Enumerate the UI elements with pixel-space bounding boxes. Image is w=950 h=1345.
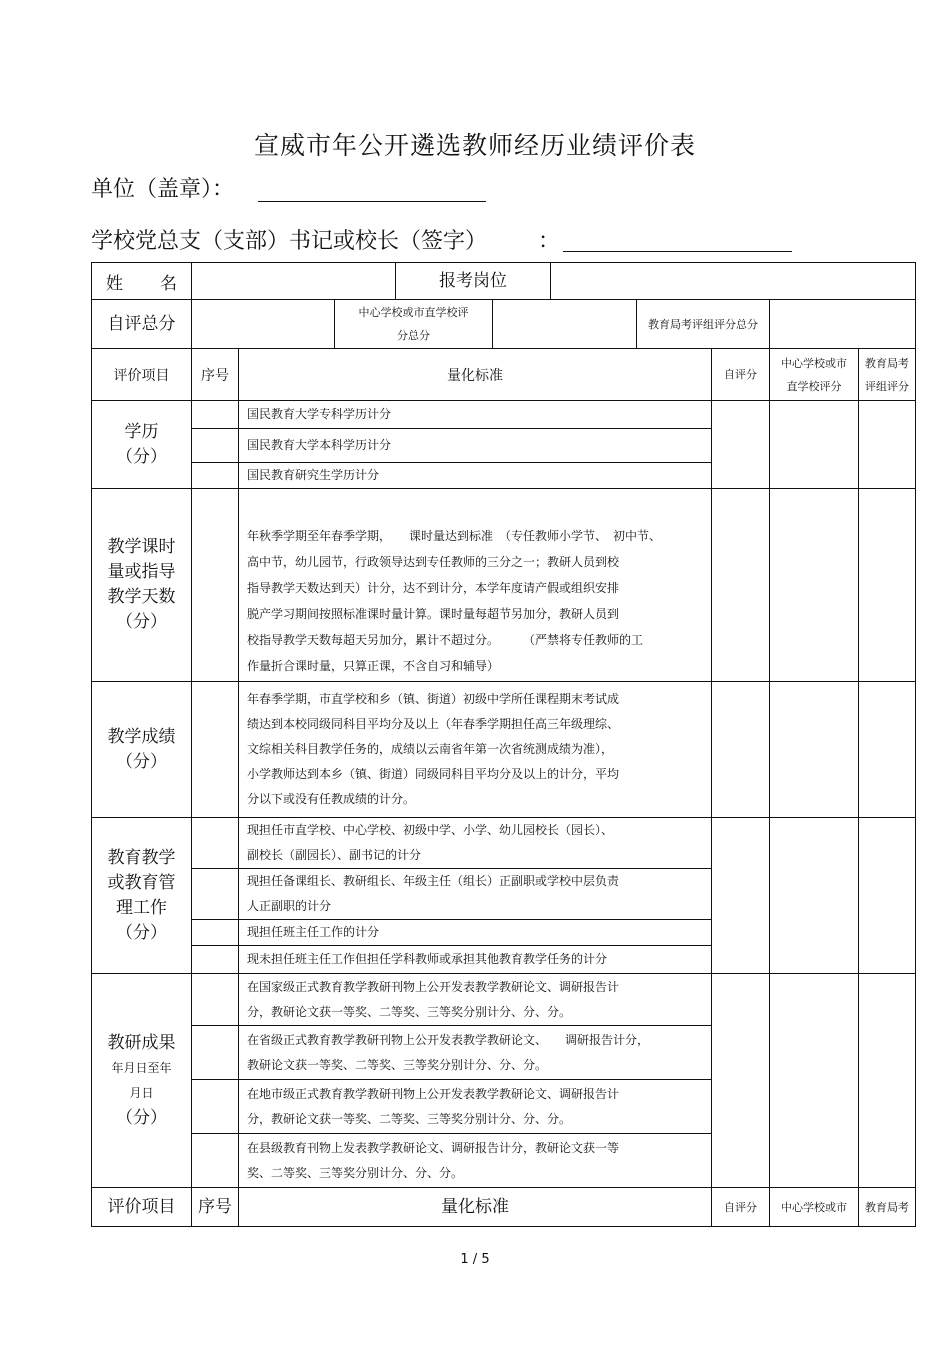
education-center-score[interactable] [770, 401, 859, 489]
hours-label-line4: （分） [116, 612, 167, 632]
management-seq-3 [192, 920, 239, 946]
management-seq-4 [192, 946, 239, 974]
post-label: 报考岗位 [396, 263, 551, 300]
header-center-line2: 直学校评分 [786, 379, 842, 393]
footer-header-item: 评价项目 [92, 1188, 192, 1227]
header-bureau [859, 349, 916, 401]
hours-standard [239, 489, 712, 682]
research-label-line1: 教研成果 [107, 1032, 176, 1053]
research-item-3-line2: 分，教研论文获一等奖、二等奖、三等奖分别计分、分、分。 [247, 1111, 572, 1126]
header-seq: 序号 [192, 349, 239, 401]
research-label [92, 974, 192, 1188]
hours-line-2: 高中节，幼儿园节，行政领导达到专任教师的三分之一；教研人员到校 [247, 555, 620, 569]
management-item-1 [239, 818, 712, 869]
hours-seq [192, 489, 239, 682]
management-item-2 [239, 869, 712, 920]
management-seq-1 [192, 818, 239, 869]
self-total-label: 自评总分 [92, 300, 192, 349]
education-item-2: 国民教育大学本科学历计分 [239, 429, 712, 463]
name-value-cell[interactable] [192, 263, 396, 300]
hours-label-line1: 教学课时 [107, 537, 176, 557]
achievement-line-2: 绩达到本校同级同科目平均分及以上（年春季学期担任高三年级理综、 [247, 717, 620, 731]
achievement-line-3: 文综相关科目教学任务的，成绩以云南省年第一次省统测成绩为准）， [247, 742, 614, 756]
hours-bureau-score[interactable] [859, 489, 916, 682]
achievement-center-score[interactable] [770, 682, 859, 818]
research-label-line2: 年月日至年 [111, 1060, 172, 1075]
management-item-4: 现未担任班主任工作但担任学科教师或承担其他教育教学任务的计分 [239, 946, 712, 974]
education-label-line1: 学历 [124, 421, 159, 442]
education-seq-3 [192, 463, 239, 489]
management-item-3: 现担任班主任工作的计分 [239, 920, 712, 946]
sign-label: 学校党总支（支部）书记或校长（签字） [91, 229, 488, 254]
center-total-label [335, 300, 493, 349]
research-seq-3 [192, 1080, 239, 1134]
hours-self-score[interactable] [712, 489, 770, 682]
page-number: 1 / 5 [460, 1252, 490, 1267]
footer-header-center: 中心学校或市 [770, 1188, 859, 1227]
hours-line-1: 年秋季学期至年春季学期， 课时量达到标准 （专任教师小学节、 初中节、 [247, 529, 662, 543]
name-label-a: 姓 [106, 273, 123, 294]
hours-center-score[interactable] [770, 489, 859, 682]
achievement-bureau-score[interactable] [859, 682, 916, 818]
achievement-row [92, 682, 916, 818]
unit-signature-line[interactable] [258, 201, 486, 202]
research-item-1-line2: 分，教研论文获一等奖、二等奖、三等奖分别计分、分、分。 [247, 1004, 572, 1019]
research-item-3-line1: 在地市级正式教育教学教研刊物上公开发表教学教研论文、调研报告计 [247, 1086, 620, 1101]
research-item-4 [239, 1134, 712, 1188]
total-row [92, 300, 916, 349]
research-seq-1 [192, 974, 239, 1026]
center-total-line1: 中心学校或市直学校评 [358, 306, 469, 319]
education-item-3: 国民教育研究生学历计分 [239, 463, 712, 489]
education-row-1 [92, 401, 916, 429]
management-item-1-line2: 副校长（副园长）、副书记的计分 [247, 848, 422, 862]
research-item-4-line2: 奖、二等奖、三等奖分别计分、分、分。 [247, 1165, 464, 1180]
sign-colon: ： [538, 229, 561, 254]
achievement-line-4: 小学教师达到本乡（镇、街道）同级同科目平均分及以上的计分，平均 [247, 767, 620, 781]
achievement-standard [239, 682, 712, 818]
name-row [92, 263, 916, 300]
education-seq-2 [192, 429, 239, 463]
sign-signature-line[interactable] [563, 251, 792, 252]
document-title: 宣威市年公开遴选教师经历业绩评价表 [253, 131, 696, 160]
management-bureau-score[interactable] [859, 818, 916, 974]
hours-label [92, 489, 192, 682]
hours-line-3: 指导教学天数达到天）计分，达不到计分，本学年度请产假或组织安排 [247, 581, 620, 595]
research-item-1 [239, 974, 712, 1026]
management-center-score[interactable] [770, 818, 859, 974]
management-item-1-line1: 现担任市直学校、中心学校、初级中学、小学、幼儿园校长（园长）、 [247, 823, 614, 837]
achievement-label [92, 682, 192, 818]
research-bureau-score[interactable] [859, 974, 916, 1188]
header-row [92, 349, 916, 401]
education-label-line2: （分） [116, 446, 167, 467]
management-item-2-line1: 现担任备课组长、教研组长、年级主任（组长）正副职或学校中层负责 [247, 874, 620, 888]
research-item-3 [239, 1080, 712, 1134]
management-label-line3: 理工作 [116, 897, 167, 918]
management-label-line1: 教育教学 [107, 847, 176, 868]
header-standard: 量化标准 [239, 349, 712, 401]
research-seq-2 [192, 1026, 239, 1080]
education-label [92, 401, 192, 489]
center-total-value[interactable] [493, 300, 637, 349]
footer-header-row [92, 1188, 916, 1227]
evaluation-table [91, 262, 916, 1227]
research-item-1-line1: 在国家级正式教育教学教研刊物上公开发表教学教研论文、调研报告计 [247, 979, 620, 994]
management-label [92, 818, 192, 974]
hours-row [92, 489, 916, 682]
management-row-1 [92, 818, 916, 869]
education-self-score[interactable] [712, 401, 770, 489]
research-label-line4: （分） [116, 1107, 167, 1128]
research-row-1 [92, 974, 916, 1026]
footer-header-self: 自评分 [712, 1188, 770, 1227]
management-item-2-line2: 人正副职的计分 [247, 899, 332, 913]
bureau-total-label: 教育局考评组评分总分 [637, 300, 770, 349]
hours-label-line3: 教学天数 [107, 587, 176, 607]
management-label-line4: （分） [116, 922, 167, 943]
hours-line-4: 脱产学习期间按照标准课时量计算。课时量每超节另加分，教研人员到 [247, 607, 620, 621]
achievement-line-5: 分以下或没有任教成绩的计分。 [247, 792, 416, 806]
research-center-score[interactable] [770, 974, 859, 1188]
center-total-line2: 分总分 [397, 329, 430, 342]
research-item-2 [239, 1026, 712, 1080]
education-seq-1 [192, 401, 239, 429]
footer-header-seq: 序号 [192, 1188, 239, 1227]
hours-label-line2: 量或指导 [107, 562, 176, 582]
achievement-seq [192, 682, 239, 818]
footer-header-standard: 量化标准 [239, 1188, 712, 1227]
education-item-1: 国民教育大学专科学历计分 [239, 401, 712, 429]
header-self: 自评分 [712, 349, 770, 401]
name-label-b: 名 [160, 273, 177, 294]
bureau-total-value[interactable] [770, 300, 916, 349]
research-self-score[interactable] [712, 974, 770, 1188]
research-label-line3: 月日 [129, 1085, 154, 1100]
header-center-line1: 中心学校或市 [781, 356, 848, 370]
achievement-line-1: 年春季学期，市直学校和乡（镇、街道）初级中学所任课程期末考试成 [247, 692, 620, 706]
hours-line-6: 作量折合课时量，只算正课，不含自习和辅导） [247, 659, 500, 673]
header-bureau-line2: 评组评分 [865, 379, 910, 393]
achievement-label-line1: 教学成绩 [107, 726, 176, 747]
management-self-score[interactable] [712, 818, 770, 974]
research-item-2-line2: 教研论文获一等奖、二等奖、三等奖分别计分、分、分。 [247, 1057, 548, 1072]
header-center [770, 349, 859, 401]
research-seq-4 [192, 1134, 239, 1188]
achievement-label-line2: （分） [116, 751, 167, 772]
header-item: 评价项目 [92, 349, 192, 401]
achievement-self-score[interactable] [712, 682, 770, 818]
name-label-cell [92, 263, 192, 300]
self-total-value[interactable] [192, 300, 335, 349]
footer-header-bureau: 教育局考 [859, 1188, 916, 1227]
education-bureau-score[interactable] [859, 401, 916, 489]
header-bureau-line1: 教育局考 [865, 356, 910, 370]
post-value-cell[interactable] [551, 263, 916, 300]
hours-line-5: 校指导教学天数每超天另加分，累计不超过分。 （严禁将专任教师的工 [247, 633, 644, 647]
management-seq-2 [192, 869, 239, 920]
unit-label: 单位（盖章）： [91, 177, 235, 202]
research-item-2-line1: 在省级正式教育教学教研刊物上公开发表教学教研论文、 调研报告计分， [247, 1032, 650, 1047]
research-item-4-line1: 在县级教育刊物上发表教学教研论文、调研报告计分，教研论文获一等 [247, 1140, 620, 1155]
management-label-line2: 或教育管 [107, 872, 176, 893]
